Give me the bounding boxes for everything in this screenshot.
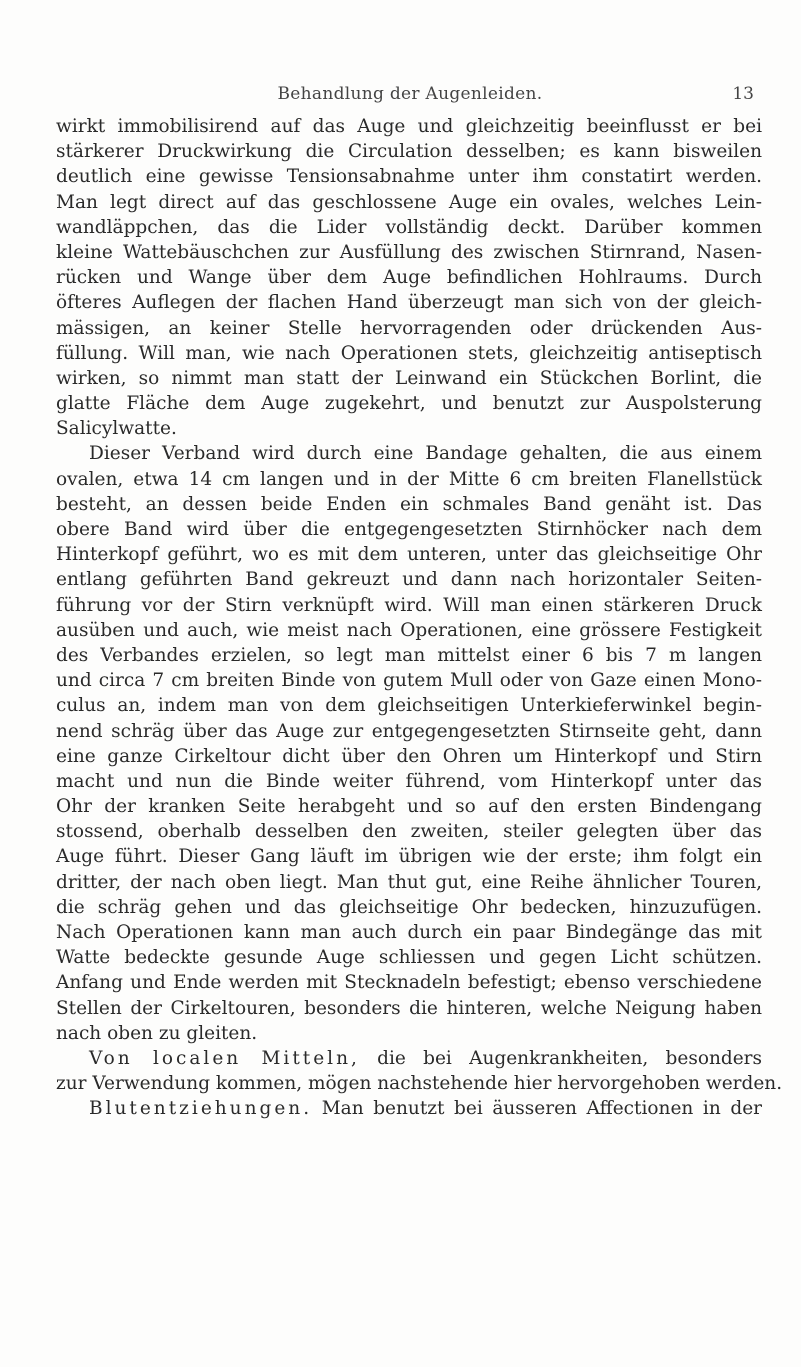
text-line: führung vor der Stirn verknüpft wird. Will man einen stärkeren Druck	[56, 594, 762, 616]
text-line: Salicylwatte.	[56, 418, 177, 440]
text-line: öfteres Auflegen der flachen Hand überzeugt man sich von der gleich-	[56, 292, 762, 314]
text-line: besteht, an dessen beide Enden ein schmales Band genäht ist. Das	[56, 493, 762, 515]
text-line	[56, 1046, 762, 1071]
body-text	[56, 114, 783, 1122]
text-line: ovalen, etwa 14 cm langen und in der Mitte 6 cm breiten Flanellstück	[56, 468, 762, 490]
running-head	[56, 84, 764, 110]
text-line: Stellen der Cirkeltouren, besonders die hinteren, welche Neigung haben	[56, 997, 762, 1019]
text-line: dritter, der nach oben liegt. Man thut gut, eine Reihe ähnlicher Touren,	[56, 871, 762, 893]
text-fragment: die bei Augenkrankheiten, besonders	[377, 1047, 762, 1069]
running-title: Behandlung der Augenleiden.	[277, 84, 543, 104]
text-line: zur Verwendung kommen, mögen nachstehende hier hervorgehoben werden.	[56, 1073, 783, 1095]
text-line: deutlich eine gewisse Tensionsabnahme unter ihm constatirt werden.	[56, 166, 762, 188]
text-line: Watte bedeckte gesunde Auge schliessen und gegen Licht schützen.	[56, 947, 762, 969]
text-line: wirkt immobilisirend auf das Auge und gleichzeitig beeinflusst er bei	[56, 116, 762, 137]
text-line: nach oben zu gleiten.	[56, 1022, 258, 1044]
page-number: 13	[732, 84, 754, 104]
spaced-term: Von localen Mitteln,	[89, 1047, 360, 1069]
text-line: Dieser Verband wird durch eine Bandage gehalten, die aus einem	[89, 443, 762, 465]
text-line: Hinterkopf geführt, wo es mit dem unteren, unter das gleichseitige Ohr	[56, 544, 762, 566]
text-line: eine ganze Cirkeltour dicht über den Ohren um Hinterkopf und Stirn	[56, 745, 762, 767]
text-line: culus an, indem man von dem gleichseitigen Unterkieferwinkel begin-	[56, 695, 762, 717]
text-line: Anfang und Ende werden mit Stecknadeln befestigt; ebenso verschiedene	[56, 972, 762, 994]
text-line: entlang geführten Band gekreuzt und dann nach horizontaler Seiten-	[56, 569, 762, 591]
text-line: macht und nun die Binde weiter führend, vom Hinterkopf unter das	[56, 770, 762, 792]
text-line: Nach Operationen kann man auch durch ein paar Bindegänge das mit	[56, 922, 762, 943]
text-line: des Verbandes erzielen, so legt man mittelst einer 6 bis 7 m langen	[56, 644, 762, 666]
text-line: obere Band wird über die entgegengesetzten Stirnhöcker nach dem	[56, 519, 762, 540]
text-line: glatte Fläche dem Auge zugekehrt, und benutzt zur Auspolsterung	[56, 393, 762, 415]
text-line: kleine Wattebäuschchen zur Ausfüllung des zwischen Stirnrand, Nasen-	[56, 241, 762, 263]
text-line: Man legt direct auf das geschlossene Auge ein ovales, welches Lein-	[56, 191, 762, 213]
text-line	[56, 1096, 762, 1121]
text-line: Ohr der kranken Seite herabgeht und so auf den ersten Bindengang	[56, 796, 762, 818]
text-line: stossend, oberhalb desselben den zweiten, steiler gelegten über das	[56, 821, 762, 843]
text-line: die schräg gehen und das gleichseitige Ohr bedecken, hinzuzufügen.	[56, 896, 762, 918]
text-fragment: Man benutzt bei äusseren Affectionen in der	[321, 1098, 762, 1120]
text-line: mässigen, an keiner Stelle hervorragenden oder drückenden Aus-	[56, 317, 762, 339]
text-line: wirken, so nimmt man statt der Leinwand ein Stückchen Borlint, die	[56, 367, 762, 389]
text-line: rücken und Wange über dem Auge befindlichen Hohlraums. Durch	[56, 267, 762, 289]
text-line: nend schräg über das Auge zur entgegengesetzten Stirnseite geht, dann	[56, 720, 762, 742]
text-line: wandläppchen, das die Lider vollständig deckt. Darüber kommen	[56, 216, 762, 238]
text-line: stärkerer Druckwirkung die Circulation desselben; es kann bisweilen	[56, 141, 762, 163]
spaced-term: Blutentziehungen.	[89, 1098, 313, 1120]
text-line: ausüben und auch, wie meist nach Operationen, eine grössere Festigkeit	[56, 619, 762, 641]
text-line: Auge führt. Dieser Gang läuft im übrigen wie der erste; ihm folgt ein	[56, 846, 762, 868]
text-line: und circa 7 cm breiten Binde von gutem Mull oder von Gaze einen Mono-	[56, 670, 762, 692]
text-line: füllung. Will man, wie nach Operationen stets, gleichzeitig antiseptisch	[56, 342, 762, 364]
